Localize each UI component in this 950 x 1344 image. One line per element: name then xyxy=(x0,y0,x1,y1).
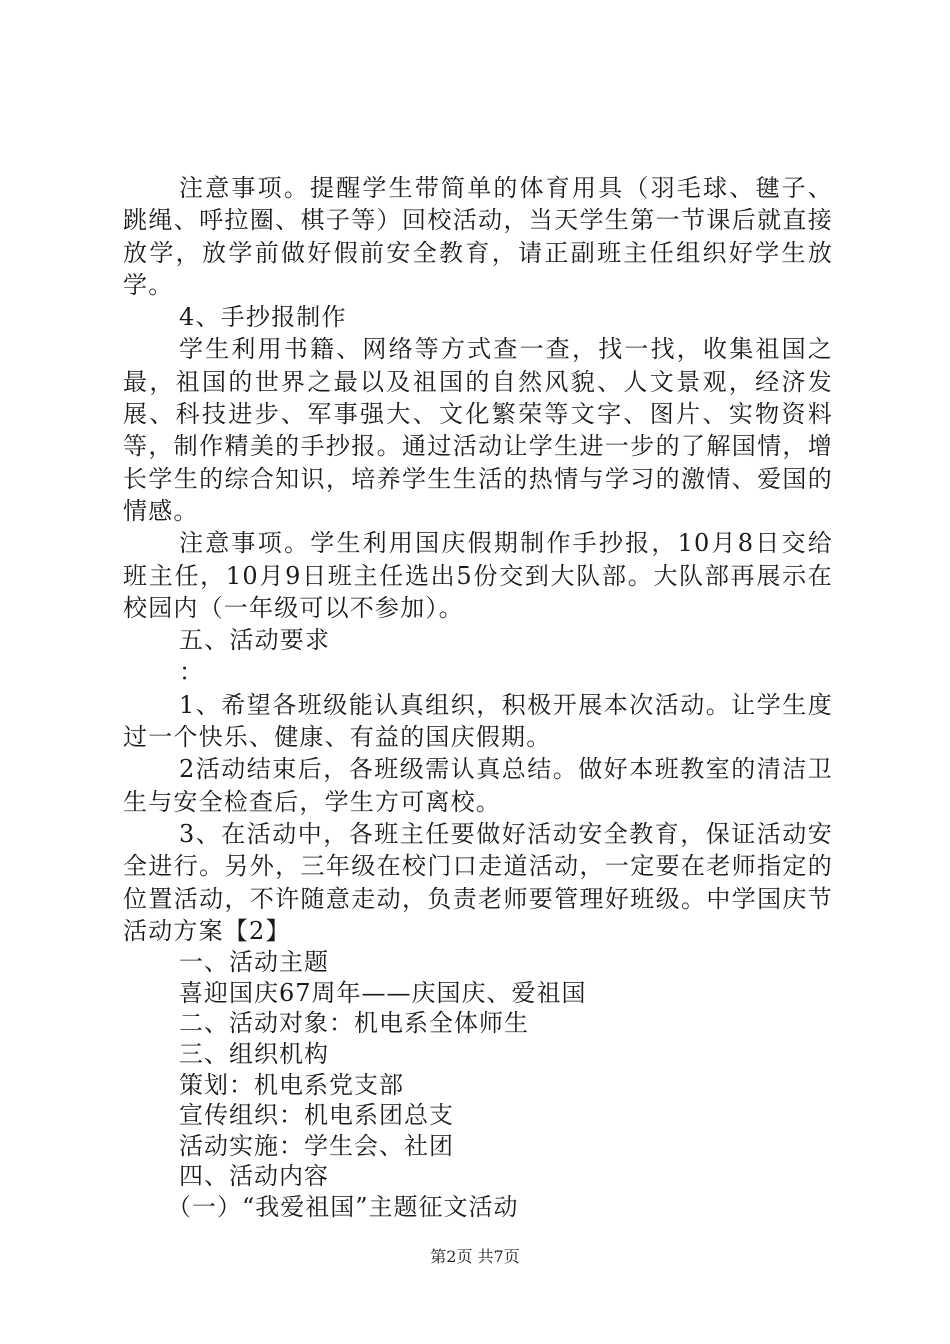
paragraph-notice-handcopy: 注意事项。学生利用国庆假期制作手抄报，10月8日交给班主任，10月9日班主任选出5份交到大队部。大队部再展示在校园内（一年级可以不参加）。 xyxy=(123,529,833,622)
section-publicity: 宣传组织：机电系团总支 xyxy=(179,1101,454,1130)
section-planning: 策划：机电系党支部 xyxy=(179,1070,404,1099)
section-organization-heading: 三、组织机构 xyxy=(179,1039,329,1068)
document-body xyxy=(123,172,833,1222)
section-content-heading: 四、活动内容 xyxy=(179,1162,329,1191)
requirement-item-1: 1、希望各班级能认真组织，积极开展本次活动。让学生度过一个快乐、健康、有益的国庆假期。 xyxy=(123,690,833,752)
section-audience: 二、活动对象：机电系全体师生 xyxy=(179,1009,529,1038)
paragraph-handcopy-description: 学生利用书籍、网络等方式查一查，找一找，收集祖国之最，祖国的世界之最以及祖国的自然风貌、人文景观，经济发展、科技进步、军事强大、文化繁荣等文字、图片、实物资料等，制作精美的手抄报。通过活动让学生进一步的了解国情，增长学生的综合知识，培养学生生活的热情与学习的激情、爱国的情感。 xyxy=(123,335,833,525)
requirement-item-2: 2活动结束后，各班级需认真总结。做好本班教室的清洁卫生与安全检查后，学生方可离校。 xyxy=(123,755,833,816)
page-number-footer: 第2页 共7页 xyxy=(430,1247,520,1266)
heading-handcopy-newspaper: 4、手抄报制作 xyxy=(179,303,347,332)
colon-line: ： xyxy=(179,658,205,687)
section-essay-activity: （一）“我爱祖国”主题征文活动 xyxy=(167,1192,519,1221)
section-theme-text: 喜迎国庆67周年——庆国庆、爱祖国 xyxy=(179,978,587,1007)
heading-activity-requirements: 五、活动要求 xyxy=(179,626,331,655)
paragraph-notice-sports: 注意事项。提醒学生带简单的体育用具（羽毛球、毽子、跳绳、呼拉圈、棋子等）回校活动，当天学生第一节课后就直接放学，放学前做好假前安全教育，请正副班主任组织好学生放学。 xyxy=(123,174,833,299)
section-implementation: 活动实施：学生会、社团 xyxy=(179,1131,454,1160)
requirement-item-3: 3、在活动中，各班主任要做好活动安全教育，保证活动安全进行。另外，三年级在校门口走道活动，一定要在老师指定的位置活动，不许随意走动，负责老师要管理好班级。中学国庆节活动方案【2】 xyxy=(123,819,833,945)
section-theme-heading: 一、活动主题 xyxy=(179,948,329,977)
